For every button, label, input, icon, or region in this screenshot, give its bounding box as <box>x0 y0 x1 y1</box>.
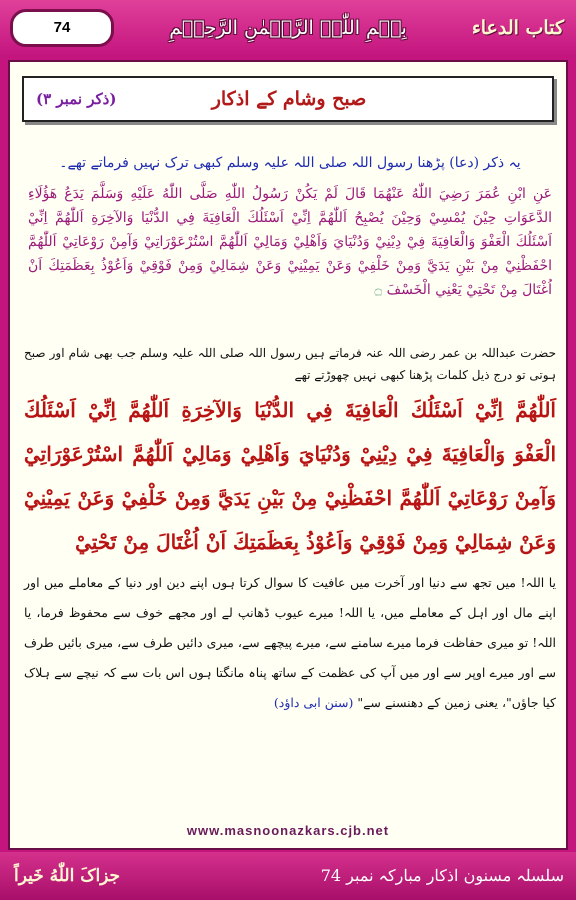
section-title: صبح وشام کے اذکار <box>211 88 367 110</box>
source-reference: (سنن ابی داؤد) <box>273 695 354 710</box>
page-number-badge: 74 <box>10 9 114 47</box>
thanks-label: جزاکَ اللّٰهُ خَیراً <box>14 866 121 886</box>
urdu-translation <box>24 568 556 758</box>
page-footer <box>0 852 576 900</box>
ayah-end-icon: ۝ <box>374 283 383 298</box>
page-header <box>0 0 576 56</box>
content-panel <box>8 60 568 850</box>
title-box <box>22 76 554 122</box>
book-title: کتاب الدعاء <box>471 17 564 39</box>
series-label: سلسلہ مسنون اذکار مبارکہ نمبر 74 <box>320 866 564 885</box>
website-link[interactable]: www.masnoonazkars.cjb.net <box>186 823 390 838</box>
bismillah-calligraphy: بِسۡمِ اللّٰہِ الرَّحۡمٰنِ الرَّحِیۡمِ <box>169 17 407 39</box>
hadith-arabic-text <box>28 182 552 332</box>
dua-text: اَللّٰهُمَّ اِنِّيْ اَسْئَلُكَ الْعَافِيَةَ فِي الدُّنْيَا وَالآخِرَةِ اَللّٰهُمَّ اِنِّيْ اَسْئَلُكَ الْعَفْوَ وَالْعَافِيَةَ فِيْ دِيْنِيْ وَدُنْيَايَ وَاَهْلِيْ وَمَالِيْ اَللّٰهُمَّ اسْتُرْعَوْرَاتِيْ وَآمِنْ رَوْعَاتِيْ اَللّٰهُمَّ احْفَظْنِيْ مِنْ بَيْنِ يَدَيَّ وَمِنْ خَلْفِيْ وَعَنْ يَمِيْنِيْ وَعَنْ شِمَالِيْ وَمِنْ فَوْقِيْ وَاَعُوْذُ بِعَظَمَتِكَ اَنْ اُغْتَالَ مِنْ تَحْتِيْ <box>24 398 556 554</box>
narration-urdu: حضرت عبداللہ بن عمر رضی اللہ عنہ فرماتے ہیں رسول اللہ صلی اللہ علیہ وسلم جب بھی شام اور صبح ہوتی تو درج ذیل کلمات پڑھنا کبھی نہیں چھوڑتے تھے <box>24 346 556 382</box>
hadith-arabic-body: عَنِ ابْنِ عُمَرَ رَضِيَ اللّٰهُ عَنْهُمَا قَالَ لَمْ يَكُنْ رَسُولُ اللّٰهِ صَلَّى اللّٰهُ عَلَيْهِ وَسَلَّمَ يَدَعُ هَؤُلَاءِ الدَّعَوَاتِ حِيْنَ يُمْسِيْ وَحِيْنَ يُصْبِحُ اَللّٰهُمَّ اِنِّيْ اَسْئَلُكَ الْعَافِيَةَ فِي الدُّنْيَا وَالآخِرَةِ اَللّٰهُمَّ اِنِّيْ اَسْئَلُكَ الْعَفْوَ وَالْعَافِيَةَ فِيْ دِيْنِيْ وَدُنْيَايَ وَاَهْلِيْ وَمَالِيْ اَللّٰهُمَّ اسْتُرْعَوْرَاتِيْ وَآمِنْ رَوْعَاتِيْ اَللّٰهُمَّ احْفَظْنِيْ مِنْ بَيْنِ يَدَيَّ وَمِنْ خَلْفِيْ وَعَنْ يَمِيْنِيْ وَعَنْ شِمَالِيْ وَمِنْ فَوْقِيْ وَاَعُوْذُ بِعَظَمَتِكَ اَنْ اُغْتَالَ مِنْ تَحْتِيْ يَعْنِي الْخَسْفَ <box>28 186 552 298</box>
zikr-number-label: (ذکر نمبر ۳) <box>36 90 117 108</box>
translation-body: یا اللہ! میں تجھ سے دنیا اور آخرت میں عافیت کا سوال کرتا ہوں اپنے دین اور دنیا کے معاملے میں اور اپنے مال اور اہل کے معاملے میں، یا اللہ! میرے عیوب ڈھانپ لے اور مجھے خوف سے محفوظ فرما، یا اللہ! تو میری حفاظت فرما میرے سامنے سے، میرے پیچھے سے، میری دائیں طرف سے، میری بائیں طرف سے اور میرے اوپر سے اور میں آپ کی عظمت کے ساتھ پناہ مانگتا ہوں اس بات سے کہ نیچے سے ہلاک کیا جاؤں"، یعنی زمین کے دھنسنے سے" <box>24 575 556 710</box>
intro-line: یہ ذکر (دعا) پڑھنا رسول اللہ صلی اللہ علیہ وسلم کبھی ترک نہیں فرماتے تھے۔ <box>59 155 521 171</box>
